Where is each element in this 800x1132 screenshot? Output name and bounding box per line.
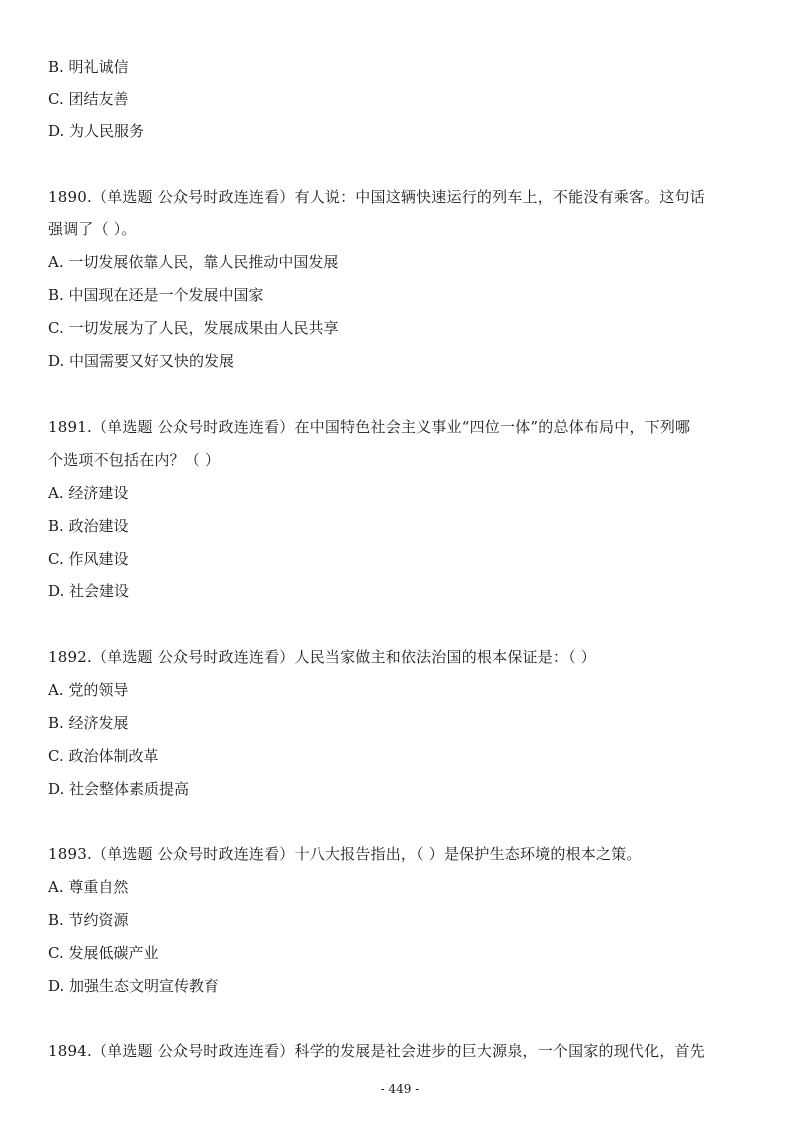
option-line: D. 为人民服务 bbox=[48, 122, 145, 140]
option-line: A. 一切发展依靠人民，靠人民推动中国发展 bbox=[48, 253, 339, 271]
page-number: - 449 - bbox=[380, 1082, 420, 1096]
option-line: C. 一切发展为了人民，发展成果由人民共享 bbox=[48, 319, 339, 337]
question-text: 1894.（单选题 公众号时政连连看）科学的发展是社会进步的巨大源泉，一个国家的现代化，首先 bbox=[48, 1042, 705, 1060]
option-line: D. 社会整体素质提高 bbox=[48, 780, 190, 798]
option-line: B. 政治建设 bbox=[48, 517, 129, 535]
option-line: C. 发展低碳产业 bbox=[48, 944, 159, 962]
option-line: A. 尊重自然 bbox=[48, 878, 129, 896]
option-line: C. 团结友善 bbox=[48, 90, 129, 108]
question-text: 强调了（ ）。 bbox=[48, 220, 137, 238]
option-line: B. 明礼诚信 bbox=[48, 58, 129, 76]
option-line: D. 加强生态文明宣传教育 bbox=[48, 977, 220, 995]
option-line: B. 中国现在还是一个发展中国家 bbox=[48, 286, 264, 304]
option-line: D. 社会建设 bbox=[48, 582, 130, 600]
option-line: C. 作风建设 bbox=[48, 550, 129, 568]
question-text: 个选项不包括在内？（ ） bbox=[48, 451, 221, 469]
question-text: 1893.（单选题 公众号时政连连看）十八大报告指出，（ ）是保护生态环境的根本之策。 bbox=[48, 845, 642, 863]
question-text: 1892.（单选题 公众号时政连连看）人民当家做主和依法治国的根本保证是：（ ） bbox=[48, 648, 596, 666]
option-line: D. 中国需要又好又快的发展 bbox=[48, 352, 235, 370]
question-text: 1890.（单选题 公众号时政连连看）有人说：中国这辆快速运行的列车上，不能没有乘客。这句话 bbox=[48, 188, 705, 206]
option-line: A. 党的领导 bbox=[48, 681, 129, 699]
question-text: 1891.（单选题 公众号时政连连看）在中国特色社会主义事业“四位一体”的总体布局中，下列哪 bbox=[48, 418, 691, 436]
option-line: A. 经济建设 bbox=[48, 484, 129, 502]
option-line: B. 经济发展 bbox=[48, 714, 129, 732]
option-line: C. 政治体制改革 bbox=[48, 747, 159, 765]
option-line: B. 节约资源 bbox=[48, 911, 129, 929]
